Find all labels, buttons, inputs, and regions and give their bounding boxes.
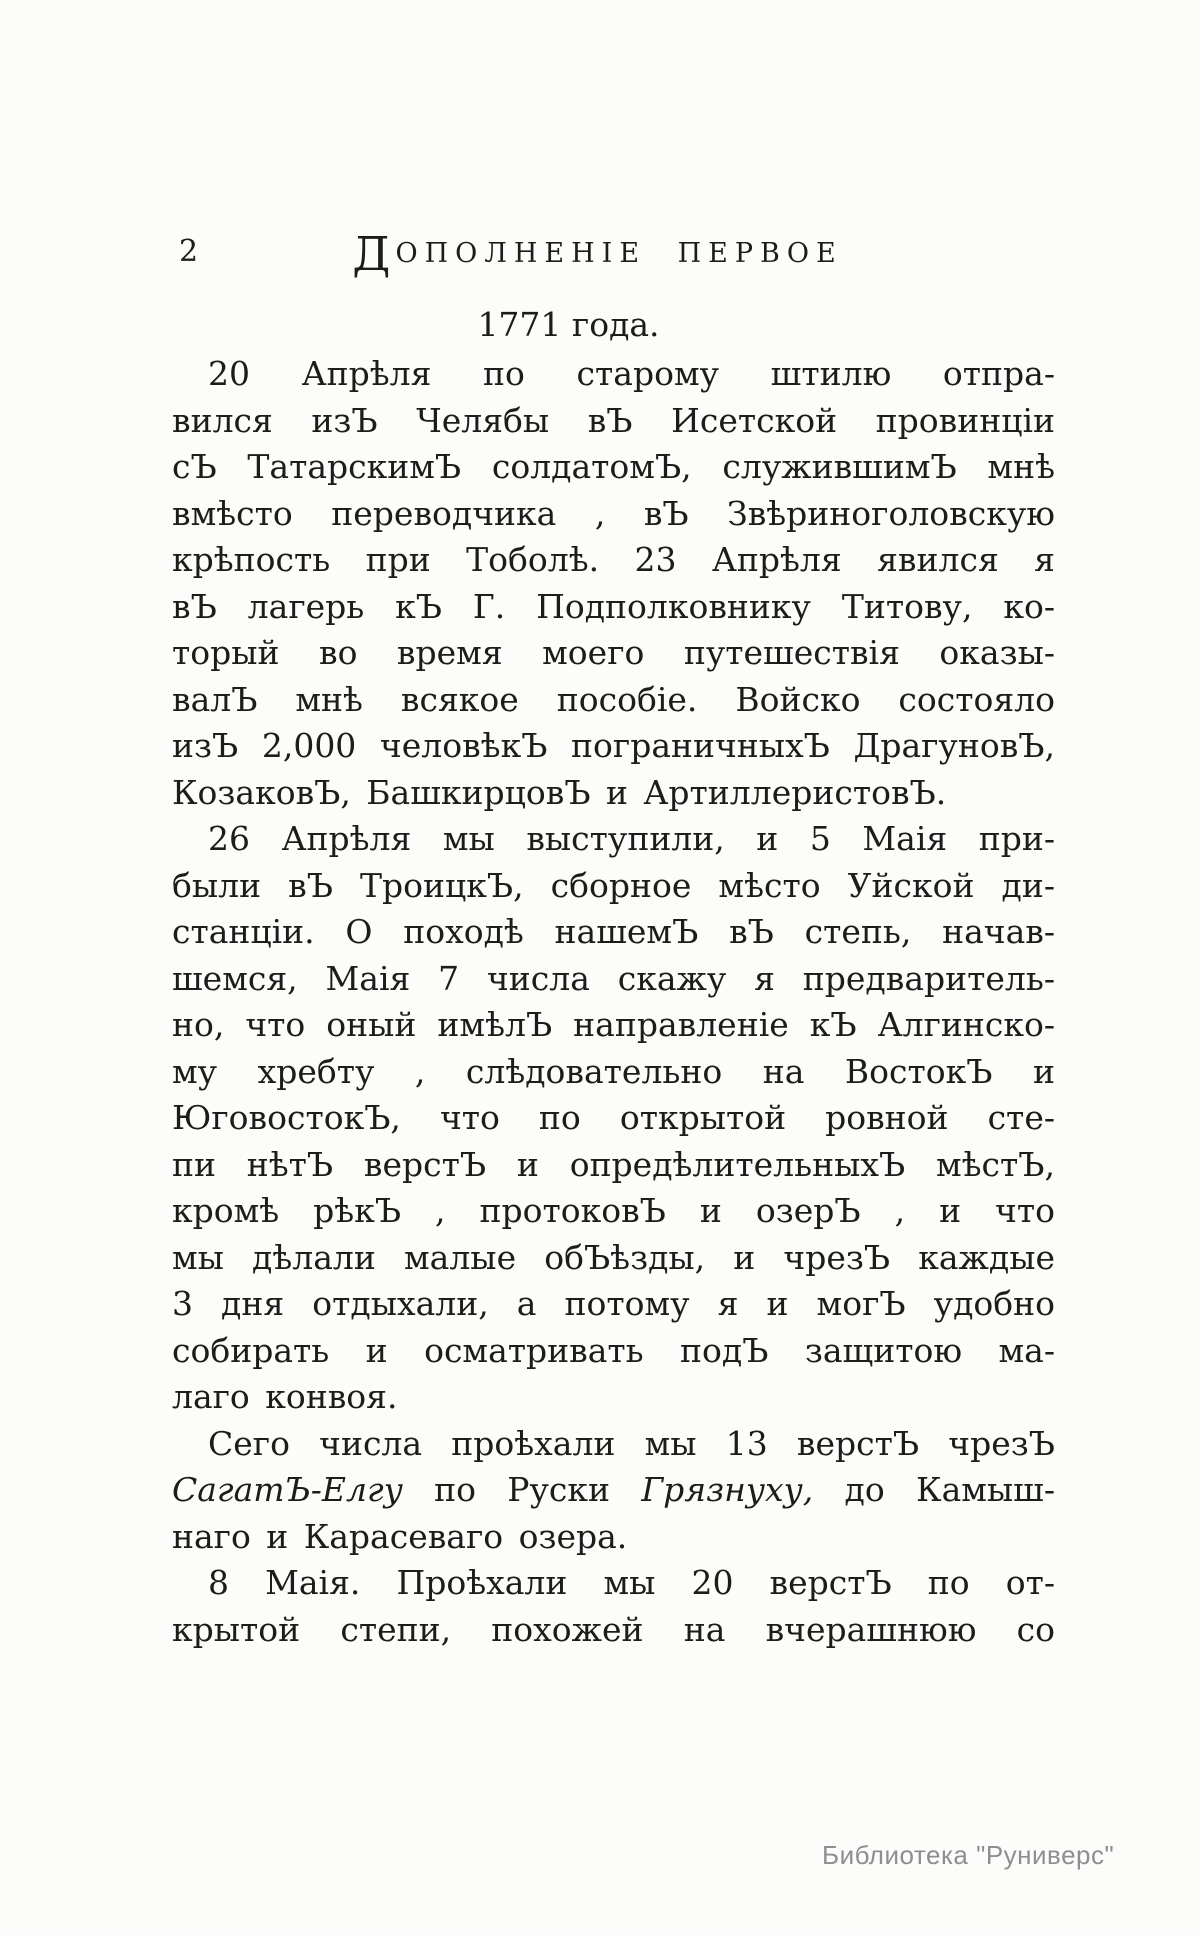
running-header-initial: Д [352,227,396,282]
place-name-italic: Грязнуху, [641,1470,814,1509]
place-name-italic: СагатЪ-Елгу [172,1470,403,1509]
text-line: валЪ мнѣ всякое пособіе. Войско состояло [172,679,1055,719]
running-header-rest: ОПОЛНЕНІЕ ПЕРВОЕ [395,238,843,269]
text-line: КозаковЪ, БашкирцовЪ и АртиллеристовЪ. [172,772,947,812]
text-line: вмѣсто переводчика , вЪ Звѣриноголовскую [172,493,1055,533]
text-line: 3 дня отдыхали, а потому я и могЪ удобно [172,1284,1055,1323]
text-line: торый во время моего путешествія оказы- [172,633,1055,672]
text-line: мы дѣлали малые обЪѣзды, и чрезЪ каждые [172,1237,1055,1277]
text-line: изЪ 2,000 человѣкЪ пограничныхЪ ДрагуновЪ, [172,726,1055,765]
text-line [172,1467,1055,1514]
library-watermark: Библиотека "Руниверс" [822,1840,1115,1870]
paragraph [172,816,1055,1421]
text-line: Сего числа проѣхали мы 13 верстЪ чрезЪ [208,1423,1055,1463]
text-line: му хребту , слѣдовательно на ВостокЪ и [172,1051,1055,1091]
text-line: пи нѣтЪ верстЪ и опредѣлительныхЪ мѣстЪ, [172,1144,1055,1184]
text-segment: до Камыш- [813,1470,1056,1509]
text-line: шемся, Маія 7 числа скажу я предваритель- [172,958,1055,998]
paragraph [172,1560,1055,1653]
text-segment: по Руски [402,1470,642,1509]
text-line: крытой степи, похожей на вчерашнюю со [172,1609,1055,1649]
text-line: собирать и осматривать подЪ защитою ма- [172,1330,1055,1370]
text-line: 20 Апрѣля по старому штилю отпра- [208,354,1055,393]
text-line: ЮговостокЪ, что по открытой ровной сте- [172,1098,1055,1137]
text-line: сЪ ТатарскимЪ солдатомЪ, служившимЪ мнѣ [172,447,1055,486]
running-header [156,227,1039,282]
text-line: 8 Маія. Проѣхали мы 20 верстЪ по от- [208,1563,1055,1602]
text-line: вился изЪ Челябы вЪ Исетской провинціи [172,400,1055,440]
page-number: 2 [179,234,199,269]
text-line: станціи. О походѣ нашемЪ вЪ степь, начав- [172,912,1055,951]
paragraph [172,1421,1055,1561]
text-line: наго и Карасеваго озера. [172,1516,628,1556]
paragraph [172,351,1055,816]
text-line: вЪ лагерь кЪ Г. Подполковнику Титову, ко- [172,586,1055,626]
text-line: но, что оный имѣлЪ направленіе кЪ Алгинско- [172,1005,1055,1044]
text-line: крѣпость при Тоболѣ. 23 Апрѣля явился я [172,540,1055,579]
text-line: 26 Апрѣля мы выступили, и 5 Маія при- [208,819,1055,858]
text-line: были вЪ ТроицкЪ, сборное мѣсто Уйской ди- [172,865,1055,905]
text-line: лаго конвоя. [172,1377,398,1416]
page-text [172,351,1055,1653]
date-heading: 1771 года. [477,305,660,344]
text-line: кромѣ рѣкЪ , протоковЪ и озерЪ , и что [172,1191,1055,1230]
